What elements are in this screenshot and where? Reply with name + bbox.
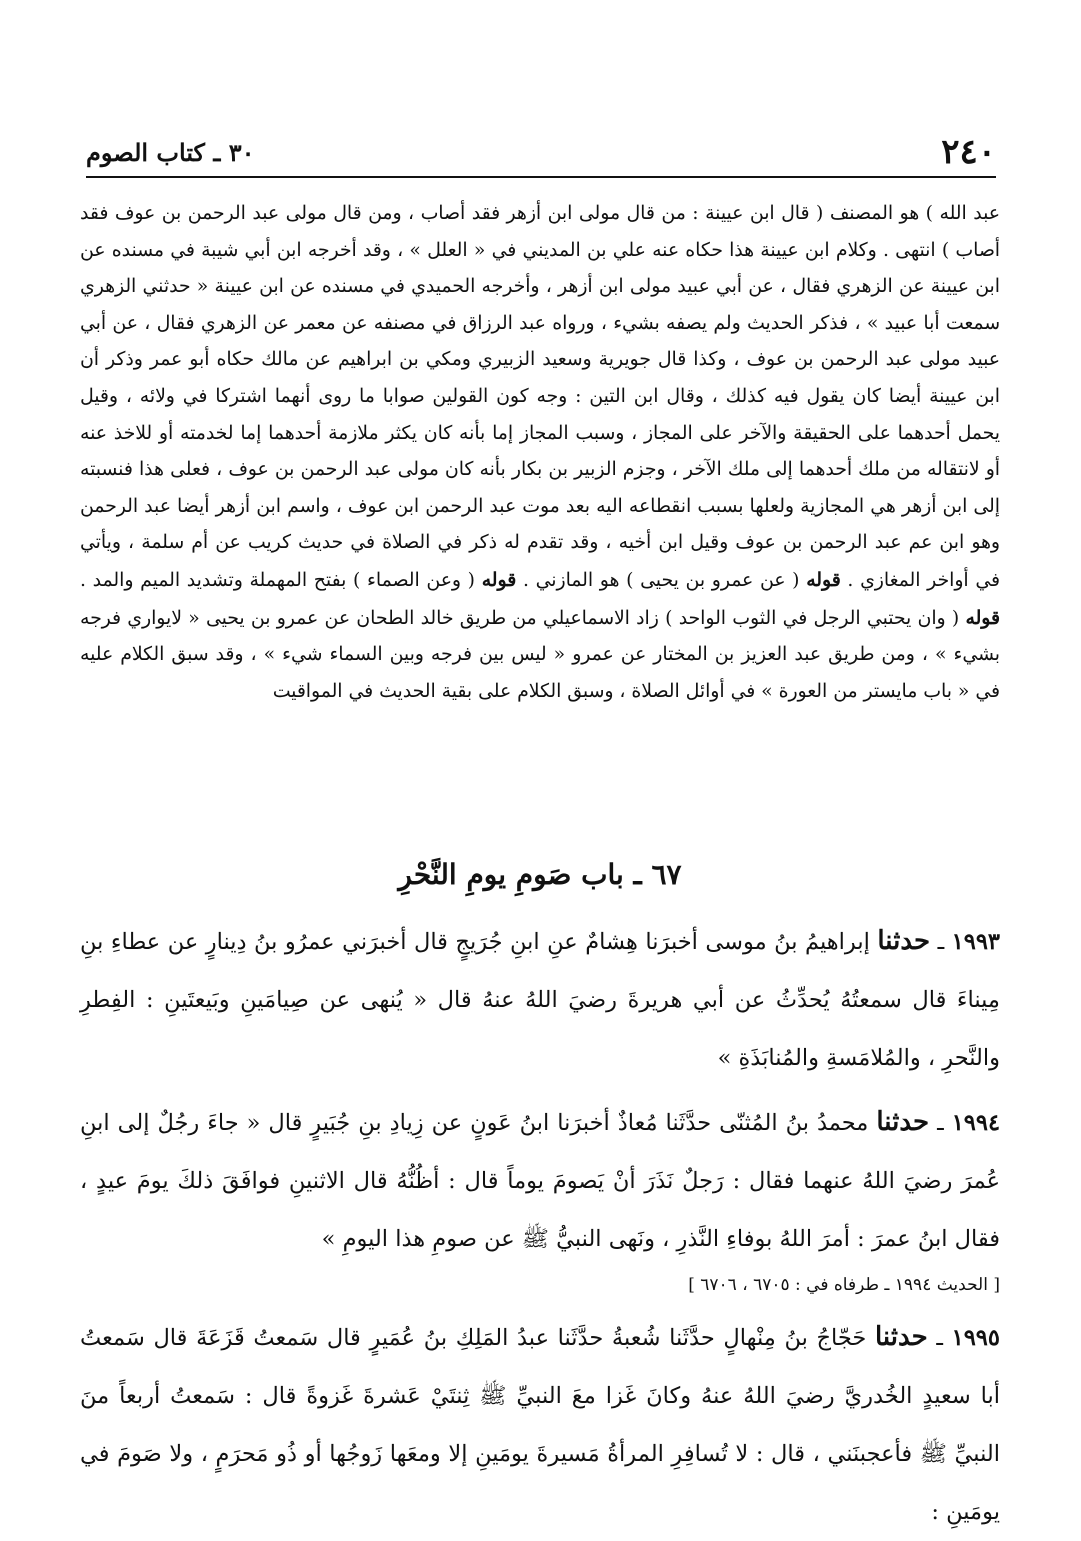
hadith-item xyxy=(80,1093,1000,1268)
hadith-text: حَجّاجُ بنُ مِنْهالٍ حدَّثَنا شُعبةُ حدَّثَنا عبدُ المَلِكِ بنُ عُمَيرٍ قال سَمعتُ قَزَعَةَ قال سَمعتُ أبا سعيدٍ الخُدريَّ رضيَ اللهُ عنهُ وكانَ غَزا معَ النبيِّ ﷺ ثِنتَيْ عَشرةَ غَزوةً قال : سَمعتُ أربعاً منَ النبيِّ ﷺ فأعجبنَني ، قال : لا تُسافِرِ المرأةُ مَسيرةَ يومَينِ إلا ومعَها زَوجُها أو ذُو مَحرَمٍ ، ولا صَومَ في يومَينِ : xyxy=(80,1325,1000,1525)
hadith-text: إبراهيمُ بنُ موسى أخبرَنا هِشامٌ عنِ ابنِ جُرَيجٍ قال أخبرَني عمرُو بنُ دِينارٍ عن عطاءِ بنِ مِيناءَ قال سمعتُهُ يُحدِّثُ عن أبي هريرةَ رضيَ اللهُ عنهُ قال « يُنهى عن صِيامَينِ وبَيعتَينِ : الفِطرِ والنَّحرِ ، والمُلامَسةِ والمُنابَذَةِ » xyxy=(80,929,1000,1071)
hadith-opening: حدثنا xyxy=(876,1107,930,1137)
keyword-qawluhu: قوله xyxy=(481,568,517,591)
hadith-text: محمدُ بنُ المُثنّى حدَّثَنا مُعاذٌ أخبرَنا ابنُ عَونٍ عن زِيادِ بنِ جُبَيرٍ قال « جاءَ رجُلٌ إلى ابنِ عُمرَ رضيَ اللهُ عنهما فقال : رَجلٌ نَذَرَ أنْ يَصومَ يوماً قال : أظُنُّهُ قال الاثنينِ فوافَقَ ذلكَ يومَ عيدٍ ، فقال ابنُ عمرَ : أمرَ اللهُ بوفاءِ النَّذرِ ، ونَهى النبيُّ ﷺ عن صومِ هذا اليومِ » xyxy=(80,1110,1000,1252)
keyword-qawluhu: قوله xyxy=(965,606,1000,629)
hadith-item xyxy=(80,1308,1000,1541)
hadith-dash: ـ xyxy=(937,929,945,955)
hadith-dash: ـ xyxy=(937,1110,944,1136)
chapter-label: باب xyxy=(581,858,624,891)
chapter-dash: ـ xyxy=(633,858,642,891)
hadith-cross-reference: [ الحديث ١٩٩٤ ـ طرفاه في : ٦٧٠٥ ، ٦٧٠٦ ] xyxy=(688,1275,1000,1295)
hadith-list xyxy=(80,912,1000,1541)
book-title: ٣٠ ـ كتاب الصوم xyxy=(86,138,255,167)
commentary-text: ( وعن الصماء ) بفتح المهملة وتشديد الميم والمد . xyxy=(80,569,476,591)
hadith-opening: حدثنا xyxy=(875,1322,928,1352)
commentary-text: ( وان يحتبي الرجل في الثوب الواحد ) زاد الاسماعيلي من طريق خالد الطحان عن عمرو بن يحيى « لايواري فرجه بشيء » ، ومن طريق عبد العزيز بن المختار عن عمرو « ليس بين فرجه وبين السماء شيء » ، وقد سبق الكلام عليه في « باب مايستر من العورة » في أوائل الصلاة ، وسبق الكلام على بقية الحديث في المواقيت xyxy=(80,607,1000,702)
chapter-title: صَومِ يومِ النَّحْرِ xyxy=(398,858,572,891)
commentary-block xyxy=(80,196,1000,710)
chapter-number: ٦٧ xyxy=(651,858,682,891)
hadith-opening: حدثنا xyxy=(877,926,931,956)
keyword-qawluhu: قوله xyxy=(806,568,841,591)
hadith-number: ١٩٩٤ xyxy=(951,1110,1001,1136)
hadith-number: ١٩٩٣ xyxy=(951,929,1001,955)
chapter-heading xyxy=(80,858,1000,891)
commentary-paragraph xyxy=(80,196,1000,710)
page-header xyxy=(86,132,996,178)
hadith-dash: ـ xyxy=(936,1325,943,1351)
hadith-item xyxy=(80,912,1000,1087)
page-number: ٢٤٠ xyxy=(941,132,996,172)
commentary-text: ( عن عمرو بن يحيى ) هو المازني . xyxy=(522,569,800,591)
commentary-text: عبد الله ) هو المصنف ( قال ابن عيينة : من قال مولى ابن أزهر فقد أصاب ، ومن قال مولى عبد الرحمن بن عوف فقد أصاب ) انتهى . وكلام ابن عيينة هذا حكاه عنه علي بن المديني في « العلل » ، وقد أخرجه ابن أبي شيبة في مسنده عن ابن عيينة عن الزهري فقال ، عن أبي عبيد مولى ابن أزهر ، وأخرجه الحميدي في مسنده عن ابن عيينة « حدثني الزهري سمعت أبا عبيد » ، فذكر الحديث ولم يصفه بشيء ، ورواه عبد الرزاق في مصنفه عن معمر عن الزهري فقال ، عن أبي عبيد مولى عبد الرحمن بن عوف ، وكذا قال جويرية وسعيد الزبيري ومكي بن ابراهيم عن مالك حكاه أبو عمر وذكر أن ابن عيينة أيضا كان يقول فيه كذلك ، وقال ابن التين : وجه كون القولين صوابا ما روى أنهما اشتركا في ولائه ، وقيل يحمل أحدهما على الحقيقة والآخر على المجاز ، وسبب المجاز إما بأنه كان يكثر ملازمة أحدهما إما لخدمته أو للاخذ عنه أو لانتقاله من ملك أحدهما إلى ملك الآخر ، وجزم الزبير بن بكار بأنه كان مولى عبد الرحمن بن عوف ، فعلى هذا فنسبته إلى ابن أزهر هي المجازية ولعلها بسبب انقطاعه اليه بعد موت عبد الرحمن ابن عوف ، واسم ابن أزهر أيضا عبد الرحمن وهو ابن عم عبد الرحمن بن عوف وقيل ابن أخيه ، وقد تقدم له ذكر في الصلاة في حديث كريب عن أم سلمة ، ويأتي في أواخر المغازي . xyxy=(80,203,1000,591)
hadith-number: ١٩٩٥ xyxy=(951,1325,1000,1351)
